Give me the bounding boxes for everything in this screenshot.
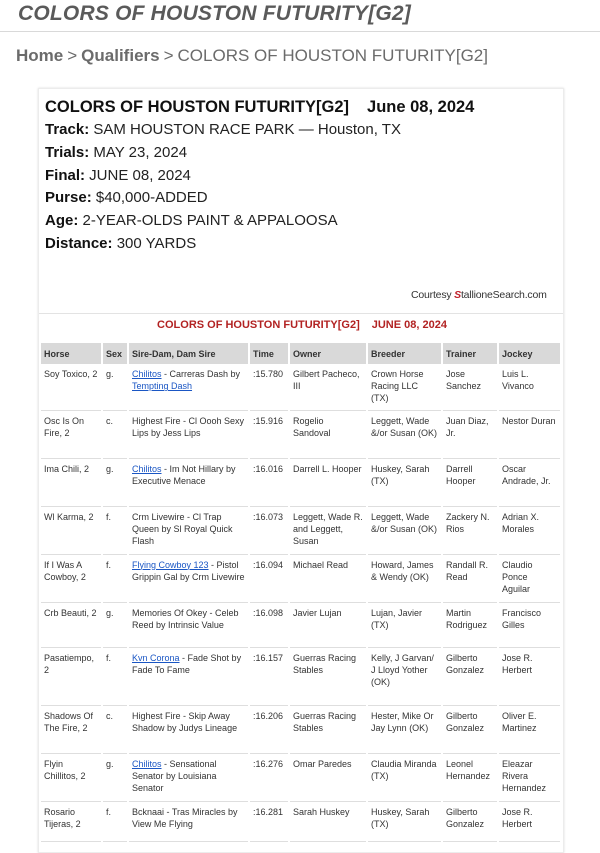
owner-cell: Sarah Huskey — [289, 801, 367, 841]
jockey-cell: Nestor Duran — [498, 410, 561, 458]
owner-cell: Omar Paredes — [289, 753, 367, 801]
horse-cell: If I Was A Cowboy, 2 — [41, 554, 102, 602]
time-cell: :16.016 — [249, 458, 289, 506]
breeder-cell: Hester, Mike Or Jay Lynn (OK) — [367, 705, 442, 753]
results-table-name: COLORS OF HOUSTON FUTURITY[G2] — [157, 319, 360, 331]
horse-cell: Pasatiempo, 2 — [41, 647, 102, 705]
horse-cell: Ima Chili, 2 — [41, 458, 102, 506]
table-row — [41, 364, 561, 410]
table-row — [41, 647, 561, 705]
sex-cell: f. — [102, 506, 128, 554]
sex-cell: g. — [102, 753, 128, 801]
breeder-cell: Crown Horse Racing LLC (TX) — [367, 364, 442, 410]
sire-name: Highest Fire — [132, 710, 181, 721]
pedigree-cell — [128, 458, 249, 506]
final-value: JUNE 08, 2024 — [89, 166, 191, 184]
breadcrumb-separator: > — [163, 46, 174, 65]
pedigree-cell — [128, 364, 249, 410]
time-cell: :15.780 — [249, 364, 289, 410]
race-title-line — [45, 95, 474, 119]
column-header: Horse — [41, 343, 102, 364]
dam-info: - Pistol Grippin Gal by Crm Livewire — [132, 559, 245, 582]
dam-info: - Skip Away Shadow by Judys Lineage — [132, 710, 238, 733]
age-value: 2-YEAR-OLDS PAINT & APPALOOSA — [82, 212, 338, 230]
sex-cell: f. — [102, 647, 128, 705]
table-row — [41, 705, 561, 753]
breeder-cell: Leggett, Wade &/or Susan (OK) — [367, 506, 442, 554]
breadcrumb-qualifiers-link[interactable]: Qualifiers — [81, 46, 160, 65]
sire-link[interactable]: Chilitos — [132, 463, 162, 474]
table-row — [41, 506, 561, 554]
distance-row — [45, 233, 474, 256]
race-info — [45, 95, 474, 256]
dam-info: - Im Not Hillary by Executive Menace — [132, 463, 236, 486]
horse-cell: Crb Beauti, 2 — [41, 602, 102, 647]
results-table-body — [41, 364, 561, 841]
breeder-cell: Huskey, Sarah (TX) — [367, 458, 442, 506]
dam-info: - Celeb Reed by Intrinsic Value — [132, 607, 239, 630]
breeder-cell: Howard, James & Wendy (OK) — [367, 554, 442, 602]
dam-info: - Cl Trap Queen by Sl Royal Quick Flash — [132, 511, 233, 546]
track-label: Track: — [45, 121, 90, 138]
title-divider — [0, 31, 600, 32]
dam-sire-link[interactable]: Tempting Dash — [132, 381, 193, 392]
column-header: Sex — [102, 343, 128, 364]
trials-value: MAY 23, 2024 — [93, 143, 188, 161]
trainer-cell: Martin Rodriguez — [442, 602, 498, 647]
breadcrumb — [16, 46, 488, 66]
breeder-cell: Lujan, Javier (TX) — [367, 602, 442, 647]
jockey-cell: Francisco Gilles — [498, 602, 561, 647]
courtesy-prefix: Courtesy — [411, 289, 452, 301]
table-row — [41, 410, 561, 458]
pedigree-cell — [128, 801, 249, 841]
sex-cell: c. — [102, 705, 128, 753]
stallionsearch-logo-icon: S — [454, 289, 461, 301]
trainer-cell: Leonel Hernandez — [442, 753, 498, 801]
age-row — [45, 210, 474, 233]
card-divider — [39, 313, 564, 314]
breeder-cell: Huskey, Sarah (TX) — [367, 801, 442, 841]
page-title: COLORS OF HOUSTON FUTURITY[G2] — [18, 2, 411, 25]
column-header: Time — [249, 343, 289, 364]
trainer-cell: Zackery N. Rios — [442, 506, 498, 554]
results-table-title — [39, 319, 564, 331]
results-table-date: JUNE 08, 2024 — [371, 319, 447, 331]
breeder-cell: Kelly, J Garvan/ J Lloyd Yother (OK) — [367, 647, 442, 705]
horse-cell: Wl Karma, 2 — [41, 506, 102, 554]
table-header-row — [41, 343, 561, 364]
race-date: June 08, 2024 — [367, 98, 475, 116]
pedigree-cell — [128, 705, 249, 753]
horse-cell: Flyin Chillitos, 2 — [41, 753, 102, 801]
purse-label: Purse: — [45, 189, 92, 207]
trials-row — [45, 142, 474, 165]
final-row — [45, 165, 474, 188]
sex-cell: g. — [102, 602, 128, 647]
pedigree-cell — [128, 753, 249, 801]
pedigree-cell — [128, 602, 249, 647]
final-label: Final: — [45, 166, 85, 184]
time-cell: :16.094 — [249, 554, 289, 602]
sex-cell: c. — [102, 410, 128, 458]
breeder-cell: Leggett, Wade &/or Susan (OK) — [367, 410, 442, 458]
jockey-cell: Oliver E. Martinez — [498, 705, 561, 753]
purse-row — [45, 187, 474, 210]
results-table — [41, 343, 562, 842]
time-cell: :15.916 — [249, 410, 289, 458]
breeder-cell: Claudia Miranda (TX) — [367, 753, 442, 801]
table-row — [41, 753, 561, 801]
owner-cell: Michael Read — [289, 554, 367, 602]
jockey-cell: Luis L. Vivanco — [498, 364, 561, 410]
time-cell: :16.073 — [249, 506, 289, 554]
owner-cell: Guerras Racing Stables — [289, 705, 367, 753]
trainer-cell: Randall R. Read — [442, 554, 498, 602]
sex-cell: f. — [102, 801, 128, 841]
courtesy-site: tallioneSearch.com — [460, 289, 547, 301]
owner-cell: Darrell L. Hooper — [289, 458, 367, 506]
table-row — [41, 602, 561, 647]
owner-cell: Rogelio Sandoval — [289, 410, 367, 458]
sire-link[interactable]: Chilitos — [132, 369, 162, 379]
table-row — [41, 458, 561, 506]
sex-cell: g. — [102, 458, 128, 506]
distance-value: 300 YARDS — [116, 234, 197, 252]
pedigree-cell — [128, 647, 249, 705]
pedigree-cell — [128, 410, 249, 458]
breadcrumb-separator: > — [67, 46, 78, 65]
owner-cell: Javier Lujan — [289, 602, 367, 647]
sire-link[interactable]: Flying Cowboy 123 — [132, 559, 209, 570]
owner-cell: Guerras Racing Stables — [289, 647, 367, 705]
sex-cell: f. — [102, 554, 128, 602]
table-row — [41, 554, 561, 602]
horse-cell: Shadows Of The Fire, 2 — [41, 705, 102, 753]
sex-cell: g. — [102, 364, 128, 410]
owner-cell: Gilbert Pacheco, III — [289, 364, 367, 410]
jockey-cell: Jose R. Herbert — [498, 647, 561, 705]
table-row — [41, 801, 561, 841]
column-header: Owner — [289, 343, 367, 364]
dam-info: - Cl Oooh Sexy Lips by Jess Lips — [132, 415, 245, 438]
dam-info: - Fade Shot by Fade To Fame — [132, 652, 242, 675]
purse-value: $40,000-ADDED — [95, 189, 208, 207]
time-cell: :16.206 — [249, 705, 289, 753]
dam-info: - Sensational Senator by Louisiana Senator — [132, 758, 217, 793]
track-value: SAM HOUSTON RACE PARK — Houston, TX — [93, 121, 401, 138]
trainer-cell: Gilberto Gonzalez — [442, 647, 498, 705]
trainer-cell: Gilberto Gonzalez — [442, 705, 498, 753]
owner-cell: Leggett, Wade R. and Leggett, Susan — [289, 506, 367, 554]
jockey-cell: Oscar Andrade, Jr. — [498, 458, 561, 506]
time-cell: :16.157 — [249, 647, 289, 705]
column-header: Trainer — [442, 343, 498, 364]
breadcrumb-current: COLORS OF HOUSTON FUTURITY[G2] — [177, 46, 488, 65]
dam-info: - Tras Miracles by View Me Flying — [132, 806, 238, 829]
distance-label: Distance: — [45, 234, 113, 252]
jockey-cell: Adrian X. Morales — [498, 506, 561, 554]
breadcrumb-home-link[interactable]: Home — [16, 46, 64, 65]
column-header: Jockey — [498, 343, 561, 364]
sire-name: Crm Livewire — [132, 511, 185, 522]
trainer-cell: Jose Sanchez — [442, 364, 498, 410]
trainer-cell: Juan Diaz, Jr. — [442, 410, 498, 458]
age-label: Age: — [45, 212, 79, 230]
jockey-cell: Jose R. Herbert — [498, 801, 561, 841]
jockey-cell: Claudio Ponce Aguilar — [498, 554, 561, 602]
pedigree-cell — [128, 506, 249, 554]
horse-cell: Soy Toxico, 2 — [41, 364, 102, 410]
track-row — [45, 119, 474, 142]
race-card — [38, 88, 564, 853]
sire-name: Memories Of Okey — [132, 607, 208, 618]
column-header: Breeder — [367, 343, 442, 364]
pedigree-cell — [128, 554, 249, 602]
race-title: COLORS OF HOUSTON FUTURITY[G2] — [45, 98, 350, 116]
column-header: Sire-Dam, Dam Sire — [128, 343, 249, 364]
trainer-cell: Gilberto Gonzalez — [442, 801, 498, 841]
trials-label: Trials: — [45, 143, 90, 161]
dam-info: - Carreras Dash by — [161, 369, 241, 379]
time-cell: :16.098 — [249, 602, 289, 647]
jockey-cell: Eleazar Rivera Hernandez — [498, 753, 561, 801]
horse-cell: Rosario Tijeras, 2 — [41, 801, 102, 841]
horse-cell: Osc Is On Fire, 2 — [41, 410, 102, 458]
sire-link[interactable]: Kvn Corona — [132, 652, 180, 663]
trainer-cell: Darrell Hooper — [442, 458, 498, 506]
sire-name: Highest Fire — [132, 415, 181, 426]
time-cell: :16.276 — [249, 753, 289, 801]
sire-link[interactable]: Chilitos — [132, 758, 162, 769]
sire-name: Bcknaai — [132, 806, 165, 817]
time-cell: :16.281 — [249, 801, 289, 841]
courtesy-credit — [411, 289, 547, 301]
